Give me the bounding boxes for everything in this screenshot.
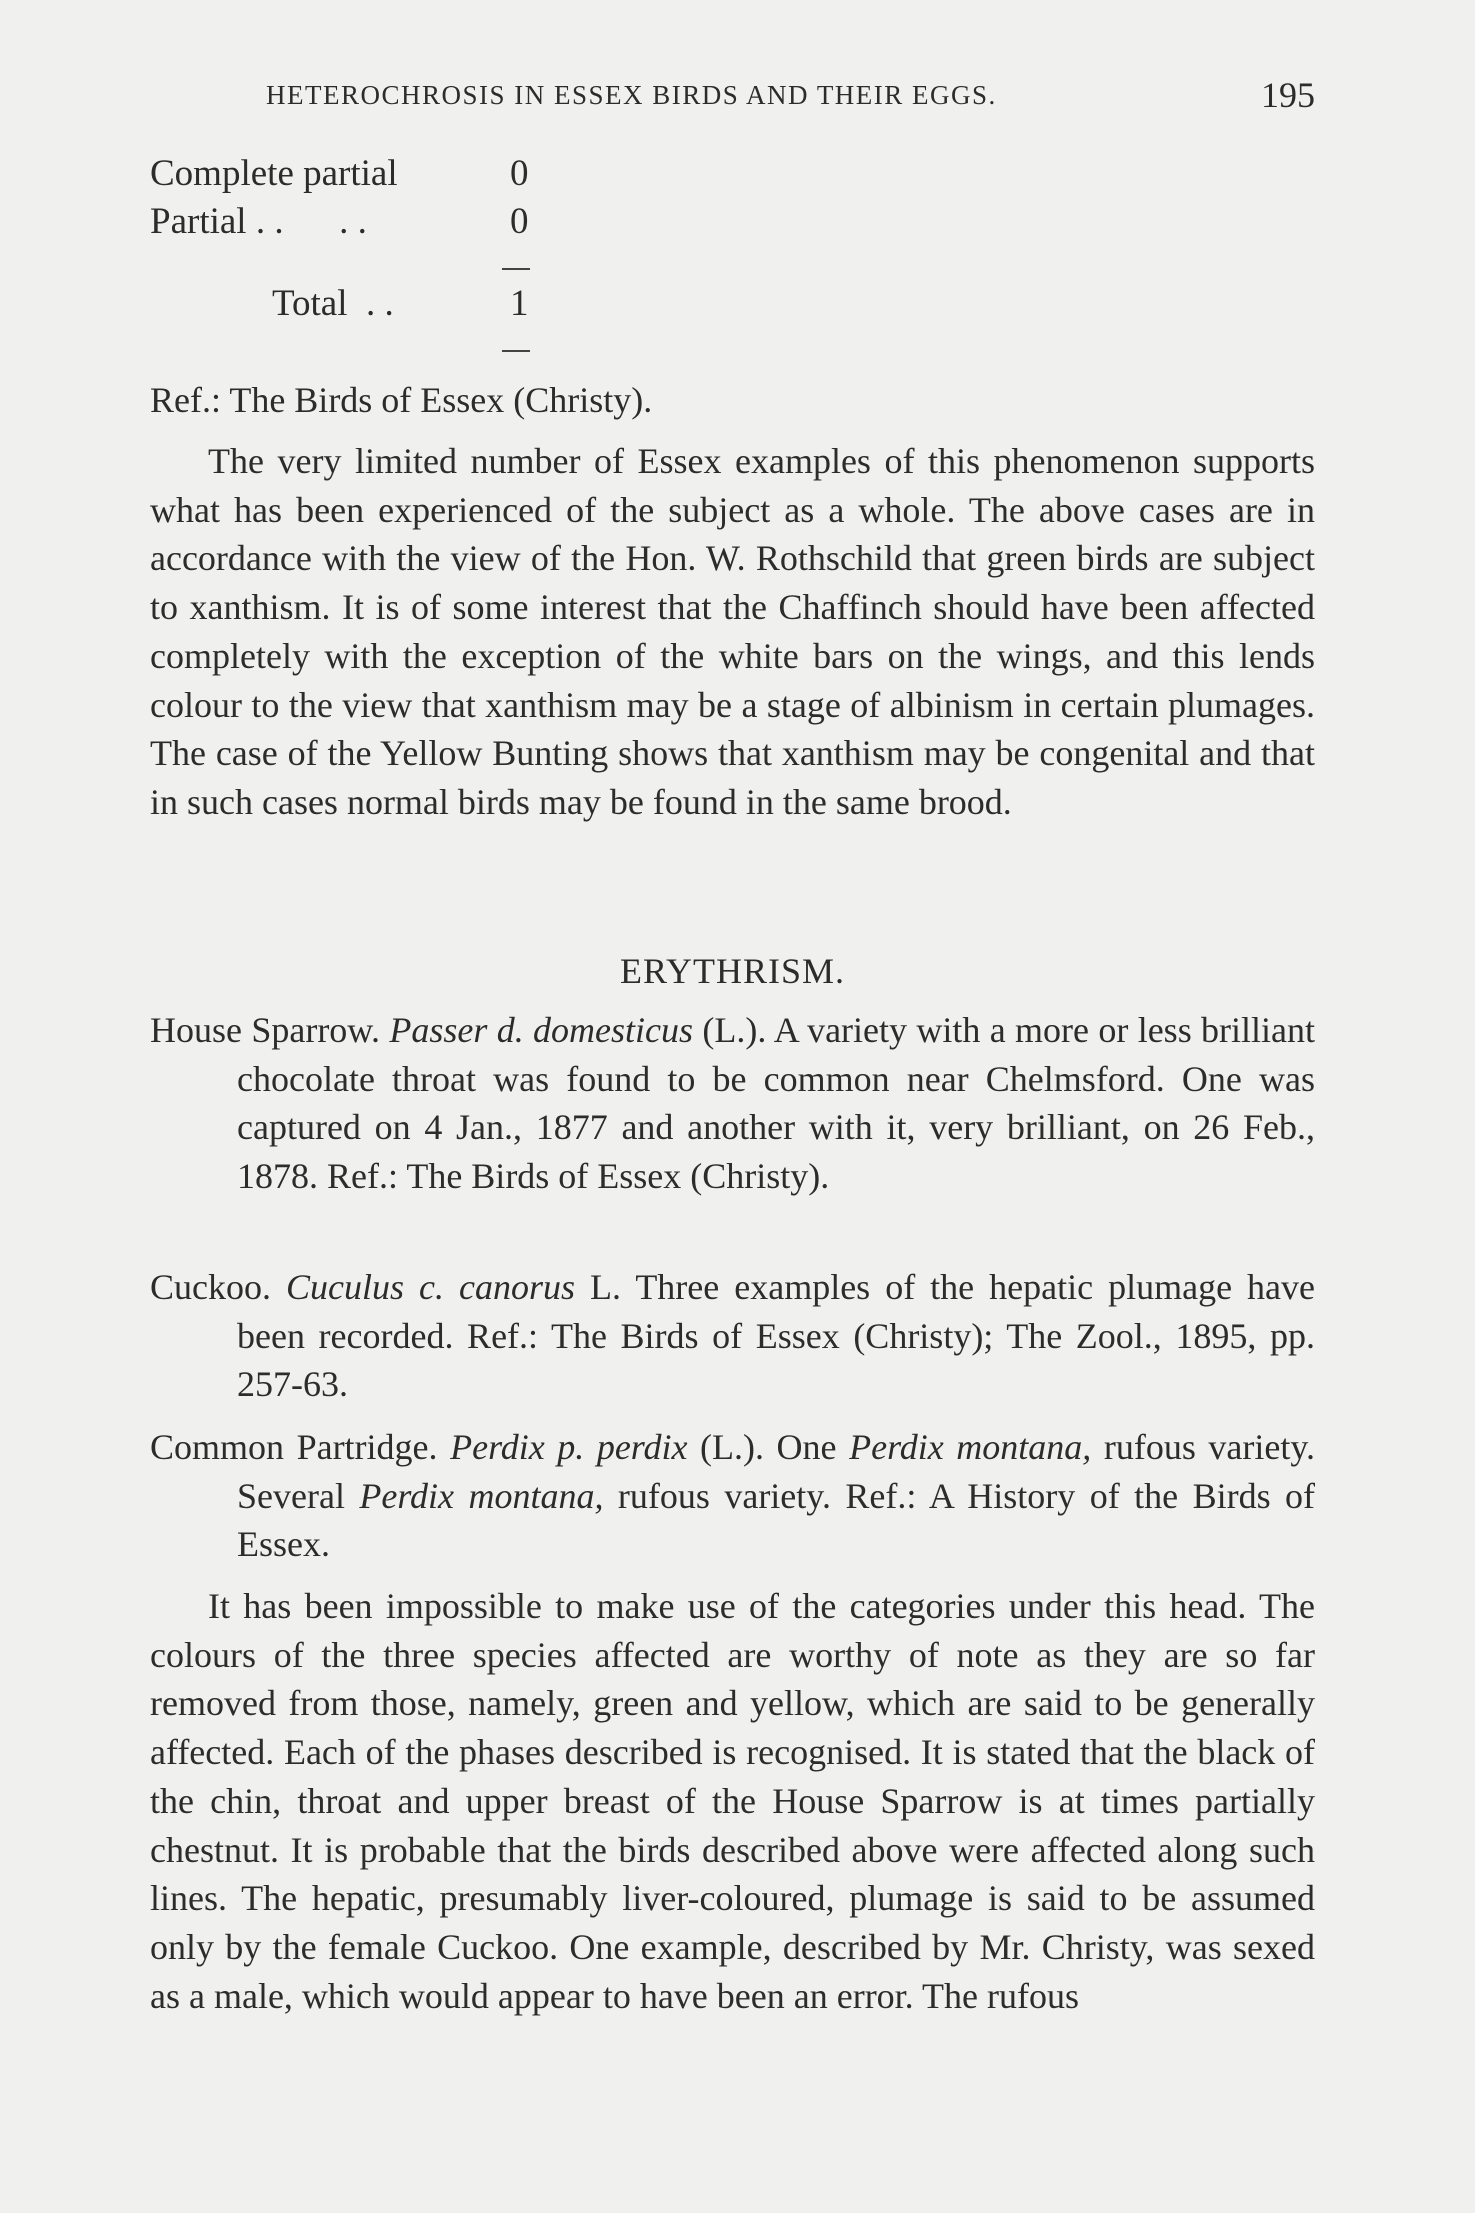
tally-table — [150, 150, 570, 328]
latin-name: Passer d. domesticus — [389, 1010, 694, 1050]
entry-house-sparrow — [150, 1006, 1315, 1201]
latin-name: Perdix montana, — [849, 1427, 1092, 1467]
tally-label: Total . . — [272, 283, 394, 324]
tally-row-complete-partial — [150, 150, 570, 198]
common-name: House Sparrow. — [150, 1010, 380, 1050]
reference-line: Ref.: The Birds of Essex (Christy). — [150, 380, 653, 420]
tally-row-total — [150, 280, 570, 328]
tally-rule-bottom — [502, 350, 530, 352]
tally-label: Partial . . . . — [150, 201, 367, 242]
section-heading: ERYTHRISM. — [619, 951, 846, 991]
entry-common-partridge — [150, 1423, 1315, 1569]
entry-text: rufous variety. Several — [237, 1427, 1315, 1516]
tally-label: Complete partial — [150, 153, 398, 194]
common-name: Common Partridge. — [150, 1427, 438, 1467]
tally-value: 0 — [510, 201, 529, 242]
tally-value: 0 — [510, 153, 529, 194]
latin-name: Perdix p. perdix — [450, 1427, 688, 1467]
entry-cuckoo — [150, 1263, 1315, 1409]
tally-value: 1 — [510, 283, 529, 324]
paragraph: It has been impossible to make use of the categories under this head. The colours of the three species affected are worthy of note as they are so far removed from those, namely, green and yellow, which are said to be generally affected. Each of the phases described is recognised. It is stated that the black of the chin, throat and upper breast of the House Sparrow is at times partially chestnut. It is probable that the birds described above were affected along such lines. The hepatic, presumably liver-coloured, plumage is said to be assumed only by the female Cuckoo. One example, described by Mr. Christy, was sexed as a male, which would appear to have been an error. The rufous — [150, 1586, 1315, 2016]
entry-text: (L.). One — [687, 1427, 850, 1467]
entry-text: (L.). A variety with a more or less brilliant chocolate throat was found to be common near Chelmsford. One was captured on 4 Jan., 1877 and another with it, very brilliant, on 26 Feb., 1878. Ref.: The Birds of Essex (Christy). — [237, 1010, 1316, 1197]
running-head-title: HETEROCHROSIS IN ESSEX BIRDS AND THEIR EGGS. — [266, 80, 997, 110]
paragraph: The very limited number of Essex examples of this phenomenon supports what has been experienced of the subject as a whole. The above cases are in accordance with the view of the Hon. W. Rothschild that green birds are subject to xanthism. It is of some interest that the Chaffinch should have been affected completely with the exception of the white bars on the wings, and this lends colour to the view that xanthism may be a stage of albinism in certain plumages. The case of the Yellow Bunting shows that xanthism may be congenital and that in such cases normal birds may be found in the same brood. — [150, 441, 1315, 822]
tally-rule-top — [502, 268, 530, 270]
latin-name: Cuculus c. canorus — [286, 1267, 575, 1307]
running-head — [266, 75, 1315, 115]
entry-text: L. Three examples of the hepatic plumage have been recorded. Ref.: The Birds of Essex (Christy); The Zool., 1895, pp. 257-63. — [237, 1267, 1316, 1405]
latin-name: Perdix montana, — [359, 1475, 604, 1516]
entry-text: rufous variety. Ref.: A History of the Birds of Essex. — [237, 1475, 1316, 1565]
tally-row-partial — [150, 198, 570, 246]
page-number: 195 — [1261, 75, 1315, 115]
common-name: Cuckoo. — [150, 1267, 271, 1307]
